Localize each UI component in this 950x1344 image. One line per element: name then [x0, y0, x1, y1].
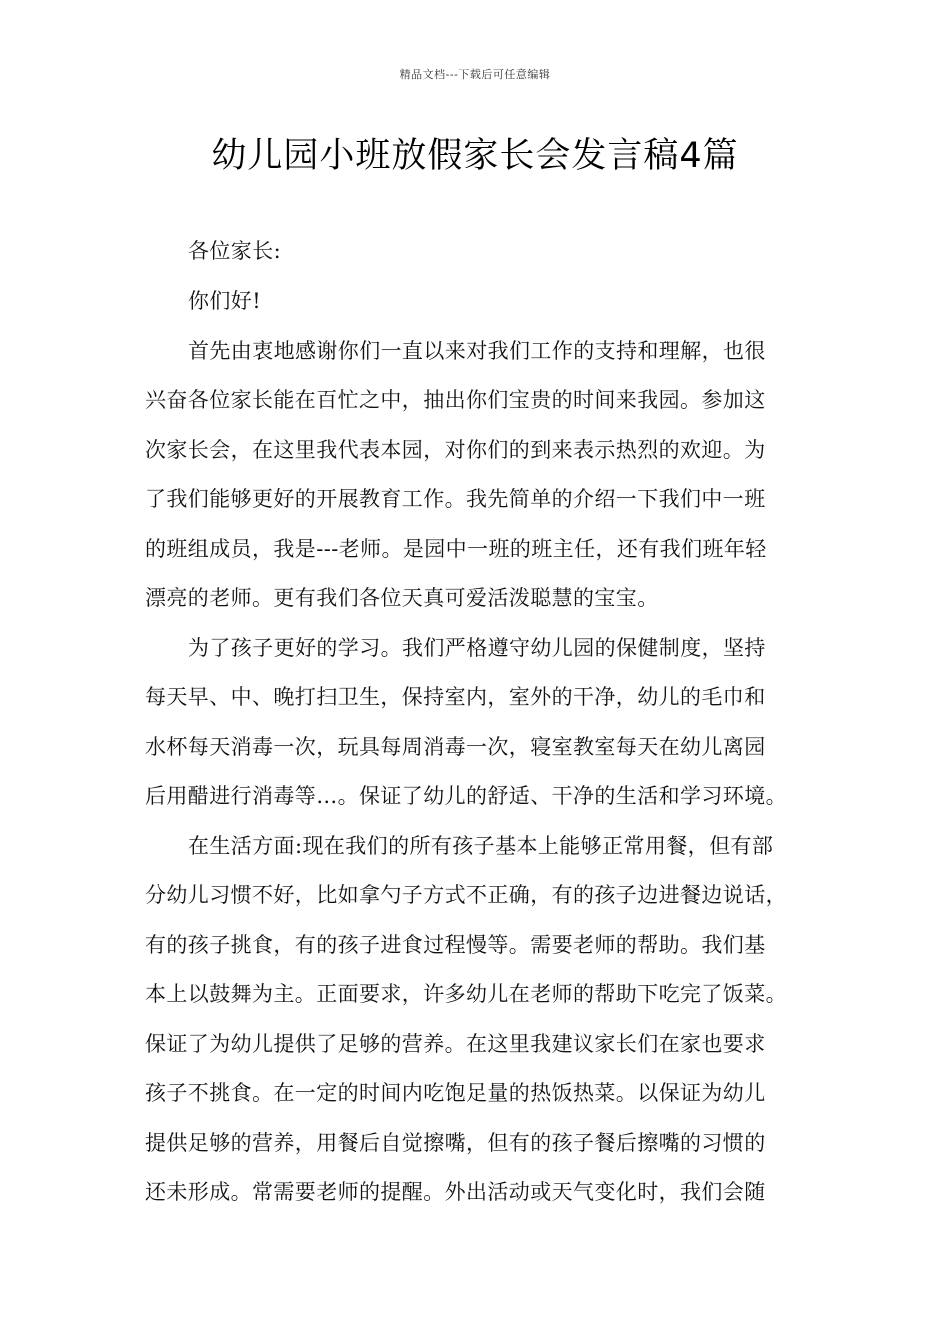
paragraph-line: 了我们能够更好的开展教育工作。我先简单的介绍一下我们中一班	[145, 487, 766, 511]
paragraph-line: 后用醋进行消毒等…。保证了幼儿的舒适、干净的生活和学习环境。	[145, 784, 787, 808]
page-header: 精品文档---下载后可任意编辑	[399, 68, 551, 81]
paragraph-line: 每天早、中、晚打扫卫生，保持室内，室外的干净，幼儿的毛巾和	[145, 685, 766, 709]
paragraph-line: 提供足够的营养，用餐后自觉擦嘴，但有的孩子餐后擦嘴的习惯的	[145, 1131, 766, 1155]
paragraph-line: 漂亮的老师。更有我们各位天真可爱活泼聪慧的宝宝。	[145, 586, 659, 610]
paragraph-line: 水杯每天消毒一次，玩具每周消毒一次，寝室教室每天在幼儿离园	[145, 735, 766, 759]
salutation: 各位家长:	[188, 239, 282, 263]
paragraph-line: 有的孩子挑食，有的孩子进食过程慢等。需要老师的帮助。我们基	[145, 933, 766, 957]
paragraph-line: 分幼儿习惯不好，比如拿勺子方式不正确，有的孩子边进餐边说话，	[145, 883, 787, 907]
paragraph-line: 为了孩子更好的学习。我们严格遵守幼儿园的保健制度，坚持	[188, 636, 766, 660]
paragraph-line: 孩子不挑食。在一定的时间内吃饱足量的热饭热菜。以保证为幼儿	[145, 1081, 766, 1105]
document-title: 幼儿园小班放假家长会发言稿4篇	[211, 136, 739, 176]
paragraph-line: 次家长会，在这里我代表本园，对你们的到来表示热烈的欢迎。为	[145, 438, 766, 462]
greeting: 你们好!	[188, 289, 262, 313]
paragraph-line: 在生活方面:现在我们的所有孩子基本上能够正常用餐，但有部	[188, 834, 774, 858]
paragraph-line: 首先由衷地感谢你们一直以来对我们工作的支持和理解，也很	[188, 339, 766, 363]
paragraph-line: 本上以鼓舞为主。正面要求，许多幼儿在老师的帮助下吃完了饭菜。	[145, 982, 787, 1006]
paragraph-line: 保证了为幼儿提供了足够的营养。在这里我建议家长们在家也要求	[145, 1032, 766, 1056]
paragraph-line: 的班组成员，我是---老师。是园中一班的班主任，还有我们班年轻	[145, 537, 767, 561]
paragraph-line: 兴奋各位家长能在百忙之中，抽出你们宝贵的时间来我园。参加这	[145, 388, 766, 412]
paragraph-line: 还未形成。常需要老师的提醒。外出活动或天气变化时，我们会随	[145, 1180, 766, 1204]
